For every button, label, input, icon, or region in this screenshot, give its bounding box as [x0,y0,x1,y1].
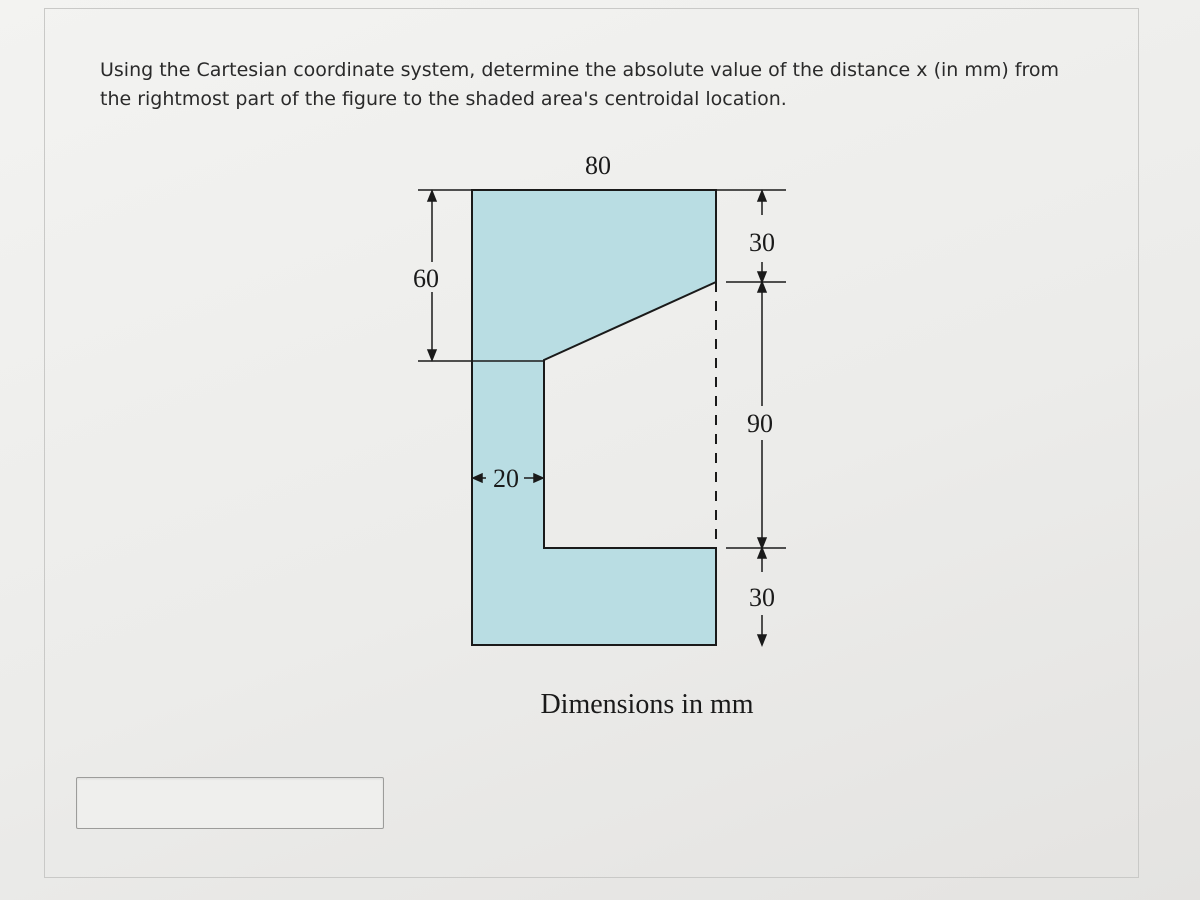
label-90: 90 [747,409,773,438]
answer-input[interactable] [76,777,384,829]
question-text: Using the Cartesian coordinate system, determine the absolute value of the distance x (in mm) from the rightmost part of the figure to the shaded area's centroidal location. [100,59,1060,110]
figure-caption: Dimensions in mm [540,689,754,720]
label-80: 80 [585,151,611,180]
label-20: 20 [493,464,519,493]
label-30-bottom: 30 [749,583,775,612]
label-60: 60 [413,264,439,293]
shaded-area [472,190,716,645]
label-30-top: 30 [749,228,775,257]
